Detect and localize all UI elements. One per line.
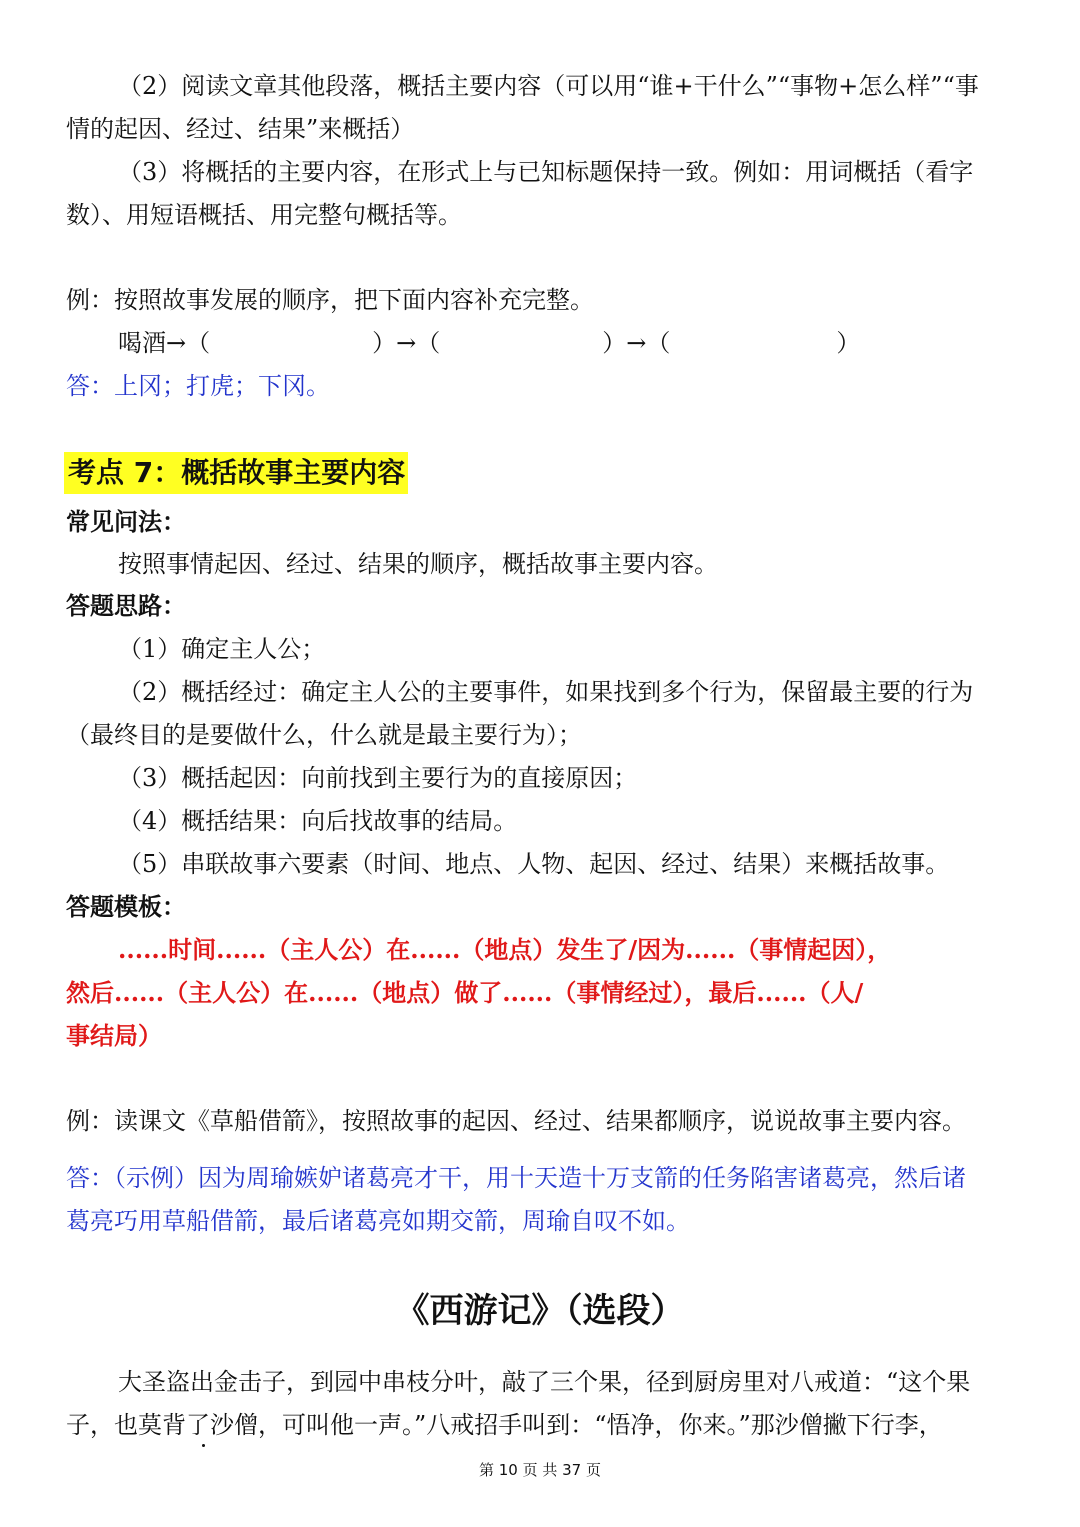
- step3-line1: （3）将概括的主要内容，在形式上与已知标题保持一致。例如：用词概括（看字: [118, 158, 974, 186]
- example2-answer-line: 葛亮巧用草船借箭，最后诸葛亮如期交箭，周瑜自叹不如。: [66, 1207, 690, 1235]
- sequence-mid1: ）→（: [372, 329, 441, 357]
- template-line: ......时间......（主人公）在......（地点）发生了/因为......（事情起因），: [118, 935, 892, 964]
- section-heading: 考点 7：概括故事主要内容: [68, 456, 406, 489]
- example2-answer-line: 答：（示例）因为周瑜嫉妒诸葛亮才干，用十天造十万支箭的任务陷害诸葛亮，然后诸: [66, 1164, 966, 1192]
- step-item-continued: （最终目的是要做什么，什么就是最主要行为）；: [66, 721, 582, 749]
- template-label: 答题模板：: [66, 893, 186, 921]
- example-prompt: 例：按照故事发展的顺序，把下面内容补充完整。: [66, 286, 594, 314]
- template-line: 然后......（主人公）在......（地点）做了......（事情经过），最后......（人/: [66, 978, 864, 1007]
- step-item: （1）确定主人公；: [118, 635, 326, 663]
- question-label: 常见问法：: [66, 508, 186, 536]
- template-line: 事结局）: [66, 1021, 162, 1050]
- page-footer: 第 10 页 共 37 页: [478, 1461, 601, 1479]
- emphasis-dot: [202, 1444, 205, 1447]
- step-item: （5）串联故事六要素（时间、地点、人物、起因、经过、结果）来概括故事。: [118, 850, 950, 878]
- approach-label: 答题思路：: [66, 592, 186, 620]
- sequence-start: 喝酒→（: [118, 329, 211, 357]
- step-item: （4）概括结果：向后找故事的结局。: [118, 807, 518, 835]
- passage-title: 《西游记》（选段）: [395, 1291, 685, 1331]
- sequence-row: [118, 327, 1020, 359]
- example-answer: 答：上冈；打虎；下冈。: [66, 372, 330, 400]
- sequence-mid2: ）→（: [602, 329, 671, 357]
- step-item: （3）概括起因：向前找到主要行为的直接原因；: [118, 764, 638, 792]
- example2-prompt: 例：读课文《草船借箭》，按照故事的起因、经过、结果都顺序，说说故事主要内容。: [66, 1107, 966, 1135]
- step-item: （2）概括经过：确定主人公的主要事件，如果找到多个行为，保留最主要的行为: [118, 678, 974, 706]
- passage-line: 子，也莫背了沙僧，可叫他一声。”八戒招手叫到：“悟净，你来。”那沙僧撇下行李，: [66, 1411, 943, 1439]
- question-text: 按照事情起因、经过、结果的顺序，概括故事主要内容。: [118, 550, 718, 578]
- sequence-end: ）: [836, 329, 861, 357]
- step2-line1: （2）阅读文章其他段落，概括主要内容（可以用“谁+干什么”“事物+怎么样”“事: [118, 72, 979, 100]
- passage-line: 大圣盗出金击子，到园中串枝分叶，敲了三个果，径到厨房里对八戒道：“这个果: [118, 1368, 971, 1396]
- step2-line2: 情的起因、经过、结果”来概括）: [66, 115, 415, 143]
- step3-line2: 数）、用短语概括、用完整句概括等。: [66, 201, 462, 229]
